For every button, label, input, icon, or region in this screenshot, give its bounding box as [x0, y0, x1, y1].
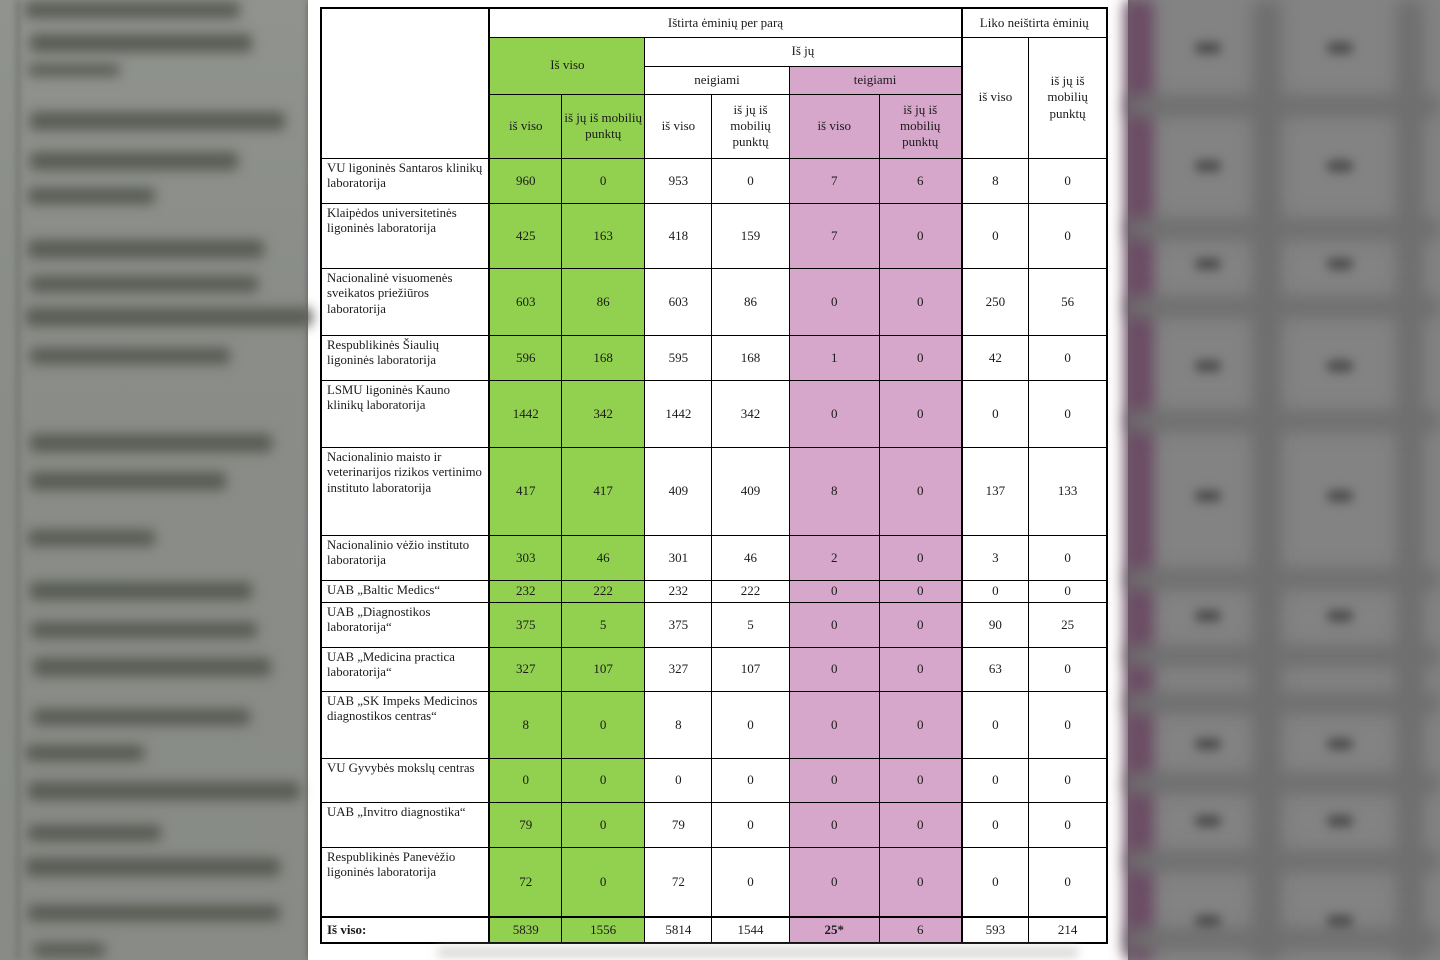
lab-rows — [321, 158, 1107, 917]
subheader-total: iš viso — [789, 94, 879, 158]
value-cell: 163 — [562, 203, 645, 268]
blurred-number — [1195, 610, 1221, 622]
value-cell: 250 — [962, 268, 1029, 335]
blurred-text-line — [28, 64, 120, 76]
value-cell: 0 — [562, 158, 645, 203]
value-cell: 0 — [879, 580, 961, 602]
value-cell: 25 — [1029, 602, 1107, 647]
value-cell: 417 — [489, 447, 561, 535]
value-cell: 0 — [962, 380, 1029, 447]
blurred-number — [1327, 815, 1353, 827]
total-value-cell: 5814 — [645, 917, 712, 943]
value-cell: 0 — [789, 602, 879, 647]
value-cell: 1442 — [489, 380, 561, 447]
value-cell: 0 — [1029, 335, 1107, 380]
blurred-text-line — [30, 434, 272, 452]
value-cell: 0 — [712, 847, 789, 917]
value-cell: 0 — [562, 758, 645, 802]
value-cell: 159 — [712, 203, 789, 268]
value-cell: 72 — [645, 847, 712, 917]
blurred-text-line — [30, 152, 238, 170]
value-cell: 0 — [962, 758, 1029, 802]
blurred-text-line — [30, 112, 285, 130]
table-row — [321, 268, 1107, 335]
blurred-grid-column — [1396, 0, 1424, 960]
total-value-cell: 1544 — [712, 917, 789, 943]
value-cell: 0 — [879, 758, 961, 802]
value-cell: 86 — [562, 268, 645, 335]
blurred-number — [1195, 738, 1221, 750]
blurred-text-line — [26, 858, 280, 876]
document-page — [308, 0, 1128, 960]
value-cell: 42 — [962, 335, 1029, 380]
value-cell: 0 — [1029, 647, 1107, 691]
lab-name-cell: Respublikinės Panevėžio ligoninės laboratorija — [321, 847, 489, 917]
blurred-text-line — [30, 34, 252, 52]
value-cell: 107 — [712, 647, 789, 691]
total-value-cell: 1556 — [562, 917, 645, 943]
value-cell: 301 — [645, 535, 712, 580]
value-cell: 327 — [645, 647, 712, 691]
table-row — [321, 535, 1107, 580]
value-cell: 0 — [1029, 580, 1107, 602]
value-cell: 0 — [562, 847, 645, 917]
value-cell: 0 — [879, 447, 961, 535]
value-cell: 342 — [562, 380, 645, 447]
value-cell: 0 — [1029, 535, 1107, 580]
table-row — [321, 602, 1107, 647]
value-cell: 0 — [712, 691, 789, 758]
value-cell: 0 — [1029, 380, 1107, 447]
lab-name-cell: UAB „Invitro diagnostika“ — [321, 802, 489, 847]
table-row — [321, 647, 1107, 691]
blurred-number — [1195, 42, 1221, 54]
value-cell: 1 — [789, 335, 879, 380]
total-value-cell: 5839 — [489, 917, 561, 943]
value-cell: 0 — [645, 758, 712, 802]
value-cell: 375 — [645, 602, 712, 647]
value-cell: 63 — [962, 647, 1029, 691]
total-value-cell: 25* — [789, 917, 879, 943]
table-row — [321, 691, 1107, 758]
header-remaining-mobile: iš jų iš mobilių punktų — [1029, 37, 1107, 158]
table-row — [321, 380, 1107, 447]
blurred-number — [1195, 160, 1221, 172]
value-cell: 168 — [712, 335, 789, 380]
blurred-text-line — [28, 905, 280, 921]
value-cell: 0 — [879, 380, 961, 447]
value-cell: 8 — [489, 691, 561, 758]
value-cell: 0 — [1029, 847, 1107, 917]
blurred-grid-row — [1128, 928, 1440, 950]
blurred-text-line — [26, 745, 144, 761]
table-row — [321, 447, 1107, 535]
value-cell: 72 — [489, 847, 561, 917]
value-cell: 0 — [962, 203, 1029, 268]
value-cell: 46 — [712, 535, 789, 580]
value-cell: 0 — [562, 691, 645, 758]
blurred-text-line — [28, 782, 300, 800]
value-cell: 0 — [1029, 203, 1107, 268]
table-row — [321, 758, 1107, 802]
value-cell: 168 — [562, 335, 645, 380]
value-cell: 0 — [879, 647, 961, 691]
value-cell: 0 — [879, 847, 961, 917]
total-value-cell: 214 — [1029, 917, 1107, 943]
value-cell: 0 — [879, 691, 961, 758]
value-cell: 232 — [489, 580, 561, 602]
value-cell: 0 — [962, 802, 1029, 847]
blurred-grid-line — [16, 0, 20, 960]
value-cell: 222 — [562, 580, 645, 602]
lab-name-cell: Nacionalinio vėžio instituto laboratorija — [321, 535, 489, 580]
blurred-text-line — [30, 472, 226, 490]
value-cell: 0 — [879, 335, 961, 380]
lab-name-cell: VU Gyvybės mokslų centras — [321, 758, 489, 802]
value-cell: 0 — [879, 268, 961, 335]
value-cell: 0 — [879, 203, 961, 268]
subheader-mobile: iš jų iš mobilių punktų — [879, 94, 961, 158]
value-cell: 8 — [645, 691, 712, 758]
value-cell: 8 — [789, 447, 879, 535]
value-cell: 7 — [789, 203, 879, 268]
blurred-text-line — [28, 530, 155, 546]
blurred-text-line — [33, 709, 250, 725]
value-cell: 0 — [712, 158, 789, 203]
value-cell: 7 — [789, 158, 879, 203]
subheader-total: iš viso — [489, 94, 561, 158]
value-cell: 0 — [789, 758, 879, 802]
total-label-cell: Iš viso: — [321, 917, 489, 943]
lab-name-cell: Respublikinės Šiaulių ligoninės laboratorija — [321, 335, 489, 380]
blurred-text-line — [30, 276, 258, 292]
table-row — [321, 580, 1107, 602]
blurred-number — [1327, 360, 1353, 372]
value-cell: 86 — [712, 268, 789, 335]
value-cell: 56 — [1029, 268, 1107, 335]
blurred-number — [1327, 738, 1353, 750]
value-cell: 0 — [1029, 691, 1107, 758]
value-cell: 418 — [645, 203, 712, 268]
header-of-them: Iš jų — [645, 37, 962, 66]
value-cell: 0 — [789, 580, 879, 602]
blurred-number — [1195, 815, 1221, 827]
value-cell: 90 — [962, 602, 1029, 647]
value-cell: 417 — [562, 447, 645, 535]
value-cell: 6 — [879, 158, 961, 203]
lab-name-cell: UAB „Diagnostikos laboratorija“ — [321, 602, 489, 647]
total-value-cell: 6 — [879, 917, 961, 943]
table-row — [321, 847, 1107, 917]
value-cell: 0 — [962, 691, 1029, 758]
blurred-grid-row — [1128, 692, 1440, 714]
value-cell: 79 — [645, 802, 712, 847]
value-cell: 425 — [489, 203, 561, 268]
value-cell: 409 — [712, 447, 789, 535]
corner-empty-cell — [321, 8, 489, 158]
blurred-number — [1327, 915, 1353, 927]
value-cell: 327 — [489, 647, 561, 691]
value-cell: 0 — [789, 647, 879, 691]
value-cell: 222 — [712, 580, 789, 602]
value-cell: 8 — [962, 158, 1029, 203]
value-cell: 0 — [789, 802, 879, 847]
blurred-text-line — [30, 582, 252, 600]
blurred-background-right — [1128, 0, 1440, 960]
value-cell: 0 — [789, 847, 879, 917]
subheader-mobile: iš jų iš mobilių punktų — [562, 94, 645, 158]
blurred-grid-row — [1128, 645, 1440, 667]
blurred-number — [1327, 160, 1353, 172]
subheader-mobile: iš jų iš mobilių punktų — [712, 94, 789, 158]
value-cell: 46 — [562, 535, 645, 580]
blurred-number — [1195, 490, 1221, 502]
lab-name-cell: VU ligoninės Santaros klinikų laboratorija — [321, 158, 489, 203]
table-row — [321, 203, 1107, 268]
blurred-purple-column — [1124, 0, 1154, 960]
value-cell: 232 — [645, 580, 712, 602]
value-cell: 2 — [789, 535, 879, 580]
value-cell: 595 — [645, 335, 712, 380]
value-cell: 0 — [1029, 802, 1107, 847]
blurred-smudge — [438, 948, 1078, 957]
value-cell: 0 — [789, 380, 879, 447]
value-cell: 0 — [879, 802, 961, 847]
blurred-text-line — [28, 188, 155, 204]
value-cell: 133 — [1029, 447, 1107, 535]
lab-name-cell: Klaipėdos universitetinės ligoninės laboratorija — [321, 203, 489, 268]
blurred-text-line — [28, 825, 161, 841]
lab-name-cell: Nacionalinio maisto ir veterinarijos rizikos vertinimo instituto laboratorija — [321, 447, 489, 535]
blurred-number — [1195, 258, 1221, 270]
value-cell: 409 — [645, 447, 712, 535]
blurred-grid-row — [1128, 568, 1440, 590]
blurred-number — [1327, 610, 1353, 622]
value-cell: 0 — [712, 802, 789, 847]
total-value-cell: 593 — [962, 917, 1029, 943]
blurred-text-line — [28, 240, 264, 258]
blurred-grid-row — [1128, 410, 1440, 432]
blurred-text-line — [31, 622, 257, 638]
value-cell: 0 — [562, 802, 645, 847]
value-cell: 0 — [712, 758, 789, 802]
value-cell: 596 — [489, 335, 561, 380]
header-negative: neigiami — [645, 66, 789, 94]
blurred-text-line — [33, 658, 271, 676]
value-cell: 5 — [562, 602, 645, 647]
value-cell: 79 — [489, 802, 561, 847]
blurred-grid-row — [1128, 772, 1440, 794]
header-positive: teigiami — [789, 66, 961, 94]
lab-name-cell: UAB „Baltic Medics“ — [321, 580, 489, 602]
blurred-grid-row — [1128, 296, 1440, 318]
blurred-number — [1195, 915, 1221, 927]
total-row — [321, 917, 1107, 943]
table-row — [321, 802, 1107, 847]
blurred-text-line — [33, 943, 105, 957]
lab-name-cell: LSMU ligoninės Kauno klinikų laboratorija — [321, 380, 489, 447]
lab-name-cell: UAB „SK Impeks Medicinos diagnostikos centras“ — [321, 691, 489, 758]
table-row — [321, 158, 1107, 203]
value-cell: 960 — [489, 158, 561, 203]
blurred-text-line — [30, 348, 230, 364]
value-cell: 137 — [962, 447, 1029, 535]
blurred-number — [1327, 258, 1353, 270]
blurred-text-line — [26, 308, 312, 326]
value-cell: 303 — [489, 535, 561, 580]
lab-name-cell: UAB „Medicina practica laboratorija“ — [321, 647, 489, 691]
value-cell: 0 — [962, 847, 1029, 917]
value-cell: 1442 — [645, 380, 712, 447]
value-cell: 953 — [645, 158, 712, 203]
header-remaining-untested: Liko neištirta ėminių — [962, 8, 1107, 37]
value-cell: 0 — [789, 691, 879, 758]
blurred-grid-column — [1252, 0, 1282, 960]
value-cell: 342 — [712, 380, 789, 447]
blurred-number — [1327, 42, 1353, 54]
blurred-grid-row — [1128, 95, 1440, 117]
value-cell: 0 — [1029, 758, 1107, 802]
value-cell: 3 — [962, 535, 1029, 580]
header-tested-per-day: Ištirta ėminių per parą — [489, 8, 961, 37]
blurred-grid-row — [1128, 218, 1440, 240]
value-cell: 603 — [489, 268, 561, 335]
value-cell: 0 — [789, 268, 879, 335]
value-cell: 107 — [562, 647, 645, 691]
blurred-number — [1327, 490, 1353, 502]
subheader-total: iš viso — [645, 94, 712, 158]
value-cell: 0 — [489, 758, 561, 802]
blurred-number — [1195, 360, 1221, 372]
header-total-group: Iš viso — [489, 37, 644, 94]
table-row — [321, 335, 1107, 380]
value-cell: 0 — [962, 580, 1029, 602]
value-cell: 603 — [645, 268, 712, 335]
blurred-text-line — [25, 2, 240, 18]
header-remaining-total: iš viso — [962, 37, 1029, 158]
lab-name-cell: Nacionalinė visuomenės sveikatos priežiūros laboratorija — [321, 268, 489, 335]
value-cell: 5 — [712, 602, 789, 647]
value-cell: 0 — [879, 535, 961, 580]
value-cell: 0 — [1029, 158, 1107, 203]
blurred-grid-row — [1128, 850, 1440, 872]
lab-results-table — [320, 7, 1108, 944]
value-cell: 0 — [879, 602, 961, 647]
value-cell: 375 — [489, 602, 561, 647]
